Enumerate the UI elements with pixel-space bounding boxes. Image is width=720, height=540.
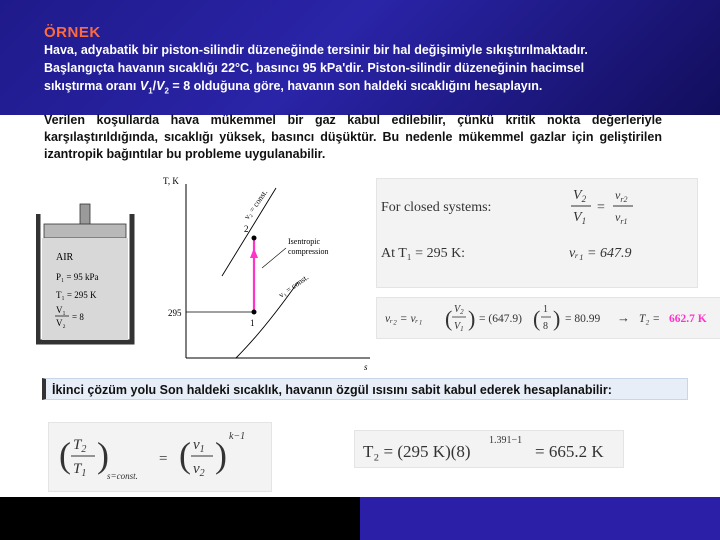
ratio-value: = 8 xyxy=(72,312,84,322)
t2-label: T₂ = xyxy=(639,313,661,325)
subscript-s-const: s=const. xyxy=(107,471,138,481)
at-t1-label: At T₁ = 295 K: xyxy=(381,246,466,261)
vr1-value: vᵣ₁ = 647.9 xyxy=(569,246,632,261)
svg-text:): ) xyxy=(97,435,109,475)
footer-left-bar xyxy=(0,497,360,540)
svg-text:(: ( xyxy=(59,435,71,475)
svg-text:T1: $T_1$ xyxy=(73,461,87,479)
process-label-2: compression xyxy=(288,247,329,256)
process-arrow xyxy=(250,248,258,258)
process-label-1: Isentropic xyxy=(288,237,320,246)
equation-box-t2 xyxy=(354,430,624,468)
svg-text:v1: $v_1$ xyxy=(193,437,205,455)
arrow-glyph: → xyxy=(617,310,630,325)
second-solution-note: İkinci çözüm yolu Son haldeki sıcaklık, havanın özgül ısısını sabit kabul ederek hesaplanabilir: xyxy=(42,378,688,400)
ts-plot xyxy=(163,176,370,372)
state-2-label: 2 xyxy=(244,224,249,234)
exponent-k-1: k−1 xyxy=(229,431,246,442)
v2-numer: $V_2$ xyxy=(573,188,587,204)
svg-text:(: ( xyxy=(533,306,541,331)
t2-calc-result: = 665.2 K xyxy=(535,442,604,461)
svg-text:V2: $V_2$ xyxy=(454,304,464,316)
t2-calc-text: T₂ = (295 K)(8) xyxy=(363,442,471,461)
svg-text:=: = xyxy=(159,451,168,467)
svg-text:vr2: $v_{r2}$ xyxy=(615,188,628,204)
footer-right-bar xyxy=(360,497,720,540)
equation-box-closed-systems xyxy=(376,178,698,288)
t2-value: 662.7 K xyxy=(669,313,707,325)
svg-text:1: 1 xyxy=(543,304,548,315)
state-1-point xyxy=(252,310,257,315)
equation-box-isentropic xyxy=(48,422,272,492)
svg-text:(: ( xyxy=(179,435,191,475)
v1-denom: $V_1$ xyxy=(573,210,587,226)
state-2-point xyxy=(252,236,257,241)
closed-systems-label: For closed systems: xyxy=(381,200,492,215)
svg-text:): ) xyxy=(468,306,476,331)
t1-label: T₁ = 295 K xyxy=(56,290,97,300)
svg-text:V1: $V_1$ xyxy=(454,321,464,333)
svg-text:T2: $T_2$ xyxy=(73,437,87,455)
y-axis-label: T, K xyxy=(163,176,179,186)
label-v1-const: v₁ = const. xyxy=(276,272,311,300)
p1-label: P₁ = 95 kPa xyxy=(56,272,99,282)
piston-ts-diagram xyxy=(36,172,376,372)
ratio-denominator: V₂ xyxy=(56,318,66,328)
svg-text:): ) xyxy=(215,435,227,475)
svg-text:): ) xyxy=(553,306,561,331)
state-1-label: 1 xyxy=(250,318,255,328)
x-axis-label: s xyxy=(364,362,368,372)
tick-295: 295 xyxy=(168,308,182,318)
svg-text:v2: $v_2$ xyxy=(193,461,205,479)
t2-calc-exp: 1.391−1 xyxy=(489,435,523,446)
solution-description: Verilen koşullarda hava mükemmel bir gaz kabul edilebilir, çünkü kritik nokta değerleriyle karşılaştırıldığında, sıcaklığı yüksek, basıncı düşüktür. Bu nedenle mükemmel gazlar için geliştirilen izantropik bağıntılar bu probleme uygulanabilir. xyxy=(44,113,662,161)
svg-text:(: ( xyxy=(445,306,453,331)
ratio-numerator: V₁ xyxy=(56,305,66,315)
vr2-result: = 80.99 xyxy=(565,313,601,325)
problem-line-1: Hava, adyabatik bir piston-silindir düzeneğinde tersinir bir hal değişimiyle sıkıştırılmaktadır. xyxy=(44,43,588,57)
vr2-mid: = (647.9) xyxy=(479,313,522,325)
svg-text:8: 8 xyxy=(543,321,548,332)
svg-text:vr1: $v_{r1}$ xyxy=(615,210,628,226)
problem-line-3: sıkıştırma oranı $V_1/V_2 = 8$ olduğuna göre, havanın son haldeki sıcaklığını hesaplayın. xyxy=(44,79,543,96)
svg-text:=: = xyxy=(597,200,605,215)
slide-header xyxy=(0,0,720,115)
vr2-lhs: vᵣ₂ = vᵣ₁ xyxy=(385,313,423,325)
piston-cylinder xyxy=(38,204,132,342)
slide-title: ÖRNEK xyxy=(44,24,101,41)
air-label: AIR xyxy=(56,252,74,263)
label-v2-const: v₂ = const. xyxy=(242,187,270,222)
equation-box-vr2 xyxy=(376,297,720,339)
problem-line-2: Başlangıçta havanın sıcaklığı 22°C, basıncı 95 kPa'dir. Piston-silindir düzeneğinin hacimsel xyxy=(44,61,585,75)
